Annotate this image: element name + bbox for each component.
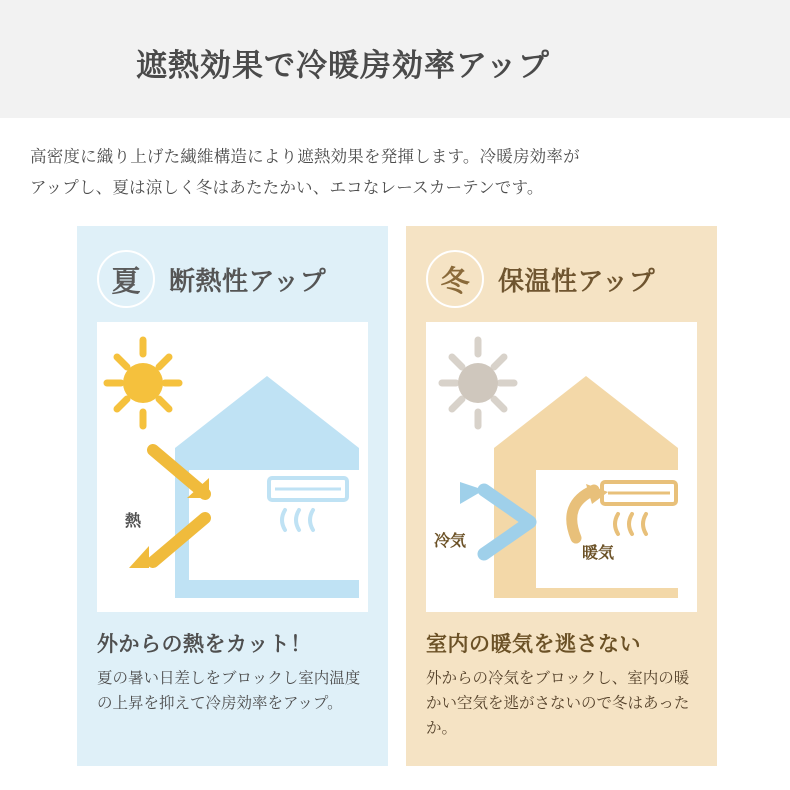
comparison-cards bbox=[77, 226, 717, 766]
lead-paragraph bbox=[30, 142, 760, 204]
card-winter-title: 保温性アップ bbox=[498, 265, 656, 296]
page-title: 遮熱効果で冷暖房効率アップ bbox=[136, 48, 550, 83]
card-winter-header bbox=[426, 248, 697, 310]
winter-warm-label: 暖気 bbox=[582, 545, 615, 562]
illustration-summer bbox=[97, 322, 368, 612]
lead-line-2: アップし、夏は涼しく冬はあたたかい、エコなレースカーテンです。 bbox=[30, 179, 544, 197]
card-summer bbox=[77, 226, 388, 766]
card-winter bbox=[406, 226, 717, 766]
header-band bbox=[0, 0, 790, 118]
card-winter-footer bbox=[426, 628, 697, 741]
card-winter-body: 外からの冷気をブロックし、室内の暖かい空気を逃がさないので冬はあったか。 bbox=[426, 670, 690, 737]
winter-cold-label: 冷気 bbox=[434, 533, 467, 550]
illustration-winter bbox=[426, 322, 697, 612]
season-badge-summer: 夏 bbox=[97, 250, 155, 308]
card-summer-header bbox=[97, 248, 368, 310]
season-badge-winter: 冬 bbox=[426, 250, 484, 308]
winter-diagram bbox=[426, 322, 697, 612]
sun-icon bbox=[442, 340, 514, 426]
lead-line-1: 高密度に織り上げた繊維構造により遮熱効果を発揮します。冷暖房効率が bbox=[30, 148, 580, 166]
sun-icon bbox=[107, 340, 179, 426]
card-summer-title: 断熱性アップ bbox=[169, 265, 327, 296]
summer-diagram bbox=[97, 322, 368, 612]
card-summer-subtitle: 外からの熱をカット！ bbox=[97, 633, 312, 656]
summer-heat-label: 熱 bbox=[125, 513, 142, 530]
card-summer-footer bbox=[97, 628, 368, 716]
card-summer-body: 夏の暑い日差しをブロックし室内温度の上昇を抑えて冷房効率をアップ。 bbox=[97, 670, 361, 712]
card-winter-subtitle: 室内の暖気を逃さない bbox=[426, 633, 641, 656]
